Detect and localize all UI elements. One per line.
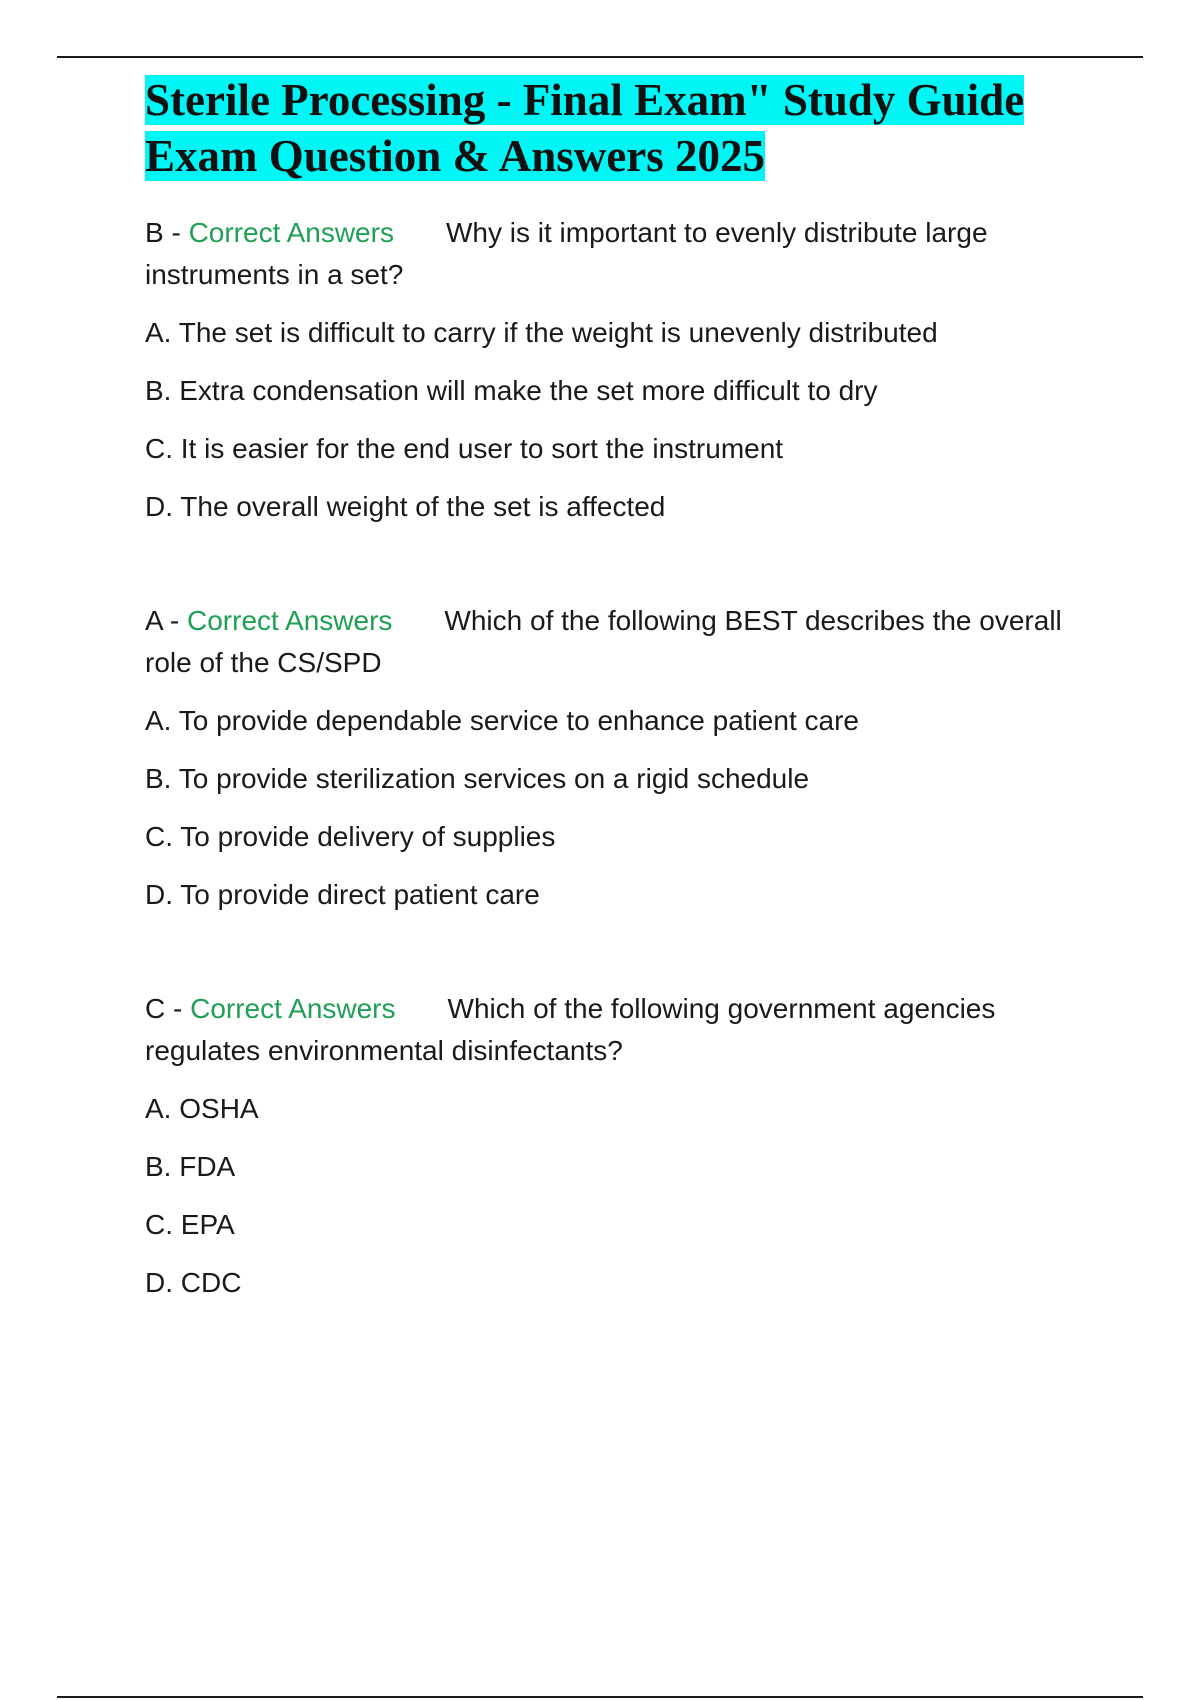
answer-letter: B -: [145, 217, 189, 248]
option-a: A. The set is difficult to carry if the weight is unevenly distributed: [145, 317, 938, 348]
question-prompt: Why is it important to evenly distribute large instruments in a set?: [145, 217, 988, 290]
bottom-rule: [57, 1696, 1143, 1698]
correct-answers-label: Correct Answers: [190, 993, 396, 1024]
option-b: B. To provide sterilization services on a rigid schedule: [145, 763, 810, 794]
top-rule: [57, 56, 1143, 58]
option-b: B. Extra condensation will make the set more difficult to dry: [145, 375, 878, 406]
question-text: [145, 600, 1085, 684]
option-d: D. CDC: [145, 1267, 242, 1298]
correct-answers-label: Correct Answers: [187, 605, 393, 636]
question-prompt: Which of the following BEST describes the overall role of the CS/SPD: [145, 605, 1062, 678]
option-c: C. EPA: [145, 1209, 235, 1240]
document-title: [145, 72, 1085, 184]
question-block-3: [145, 988, 1085, 1304]
option-c: C. To provide delivery of supplies: [145, 821, 556, 852]
question-block-2: [145, 600, 1085, 916]
document-body: [145, 72, 1085, 1320]
question-text: [145, 988, 1085, 1072]
answer-letter: A -: [145, 605, 188, 636]
question-text: [145, 212, 1085, 296]
question-block-1: [145, 212, 1085, 528]
option-d: D. The overall weight of the set is affected: [145, 491, 666, 522]
title-highlight: Sterile Processing - Final Exam" Study Guide Exam Question & Answers 2025: [145, 75, 1025, 181]
question-prompt: Which of the following government agencies regulates environmental disinfectants?: [145, 993, 996, 1066]
option-c: C. It is easier for the end user to sort the instrument: [145, 433, 784, 464]
option-b: B. FDA: [145, 1151, 236, 1182]
option-a: A. OSHA: [145, 1093, 259, 1124]
option-a: A. To provide dependable service to enhance patient care: [145, 705, 859, 736]
correct-answers-label: Correct Answers: [188, 217, 394, 248]
answer-letter: C -: [145, 993, 191, 1024]
option-d: D. To provide direct patient care: [145, 879, 540, 910]
